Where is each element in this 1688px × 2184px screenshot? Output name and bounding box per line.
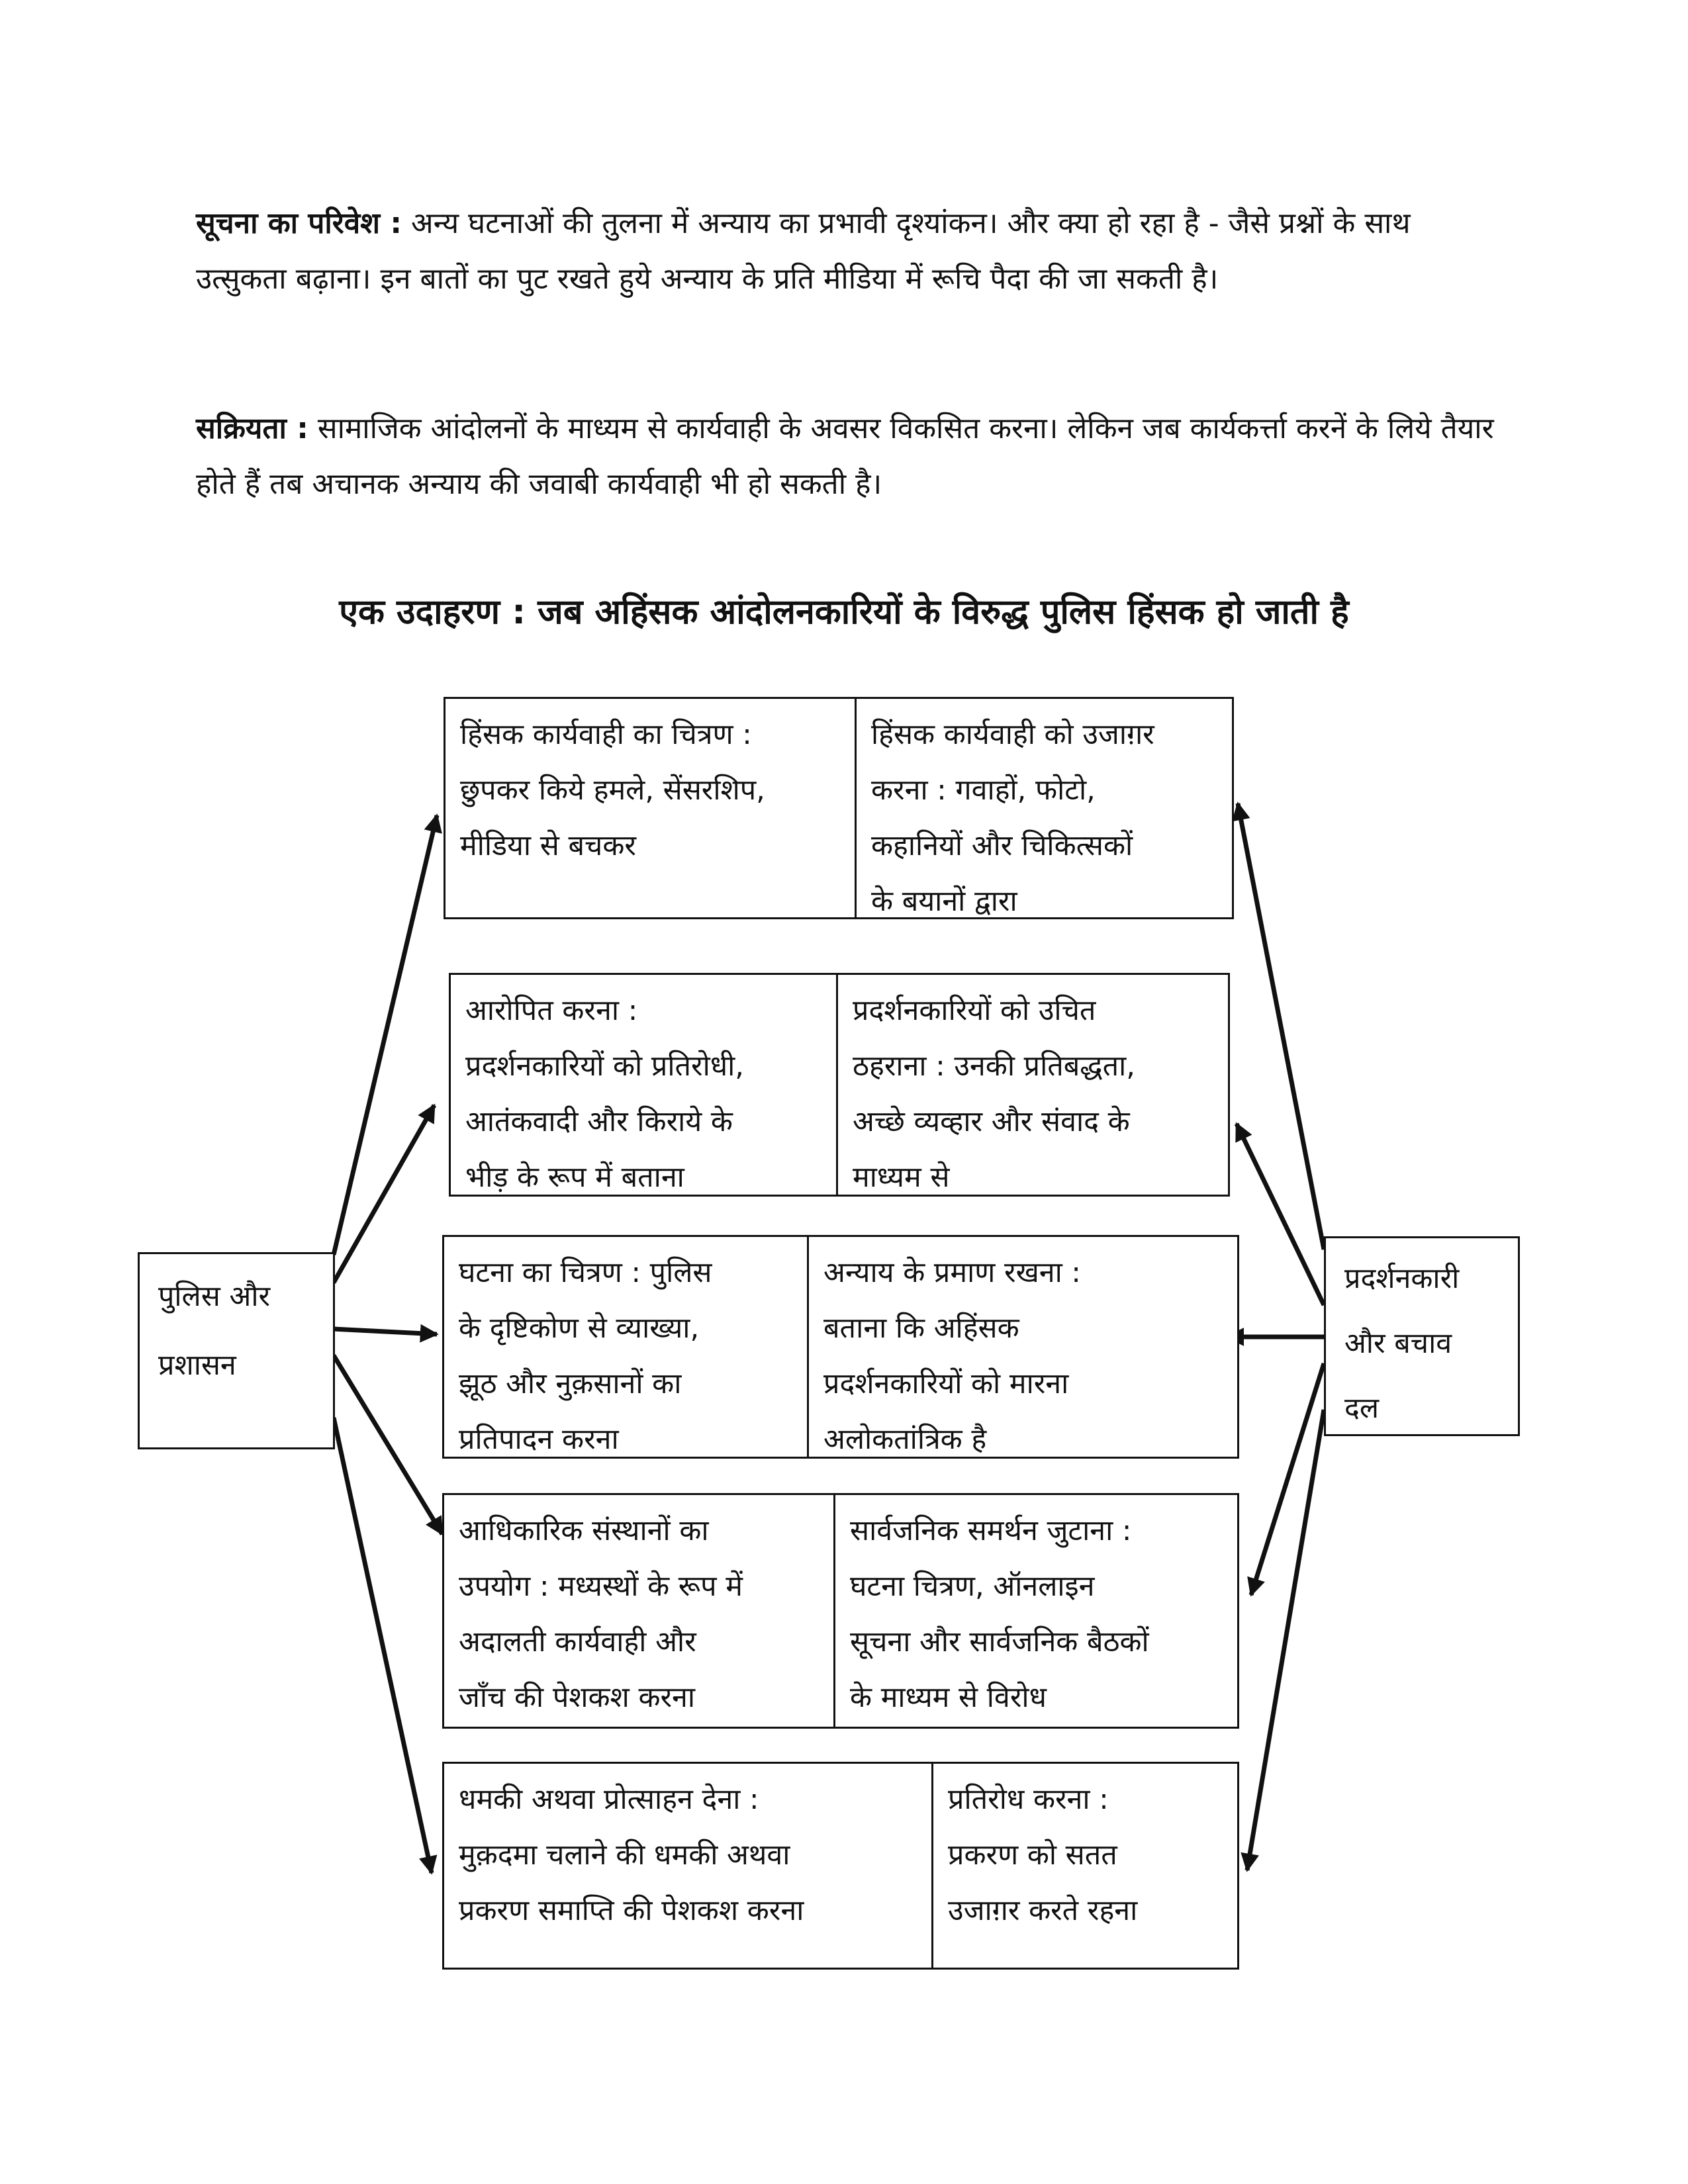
cell-line: हिंसक कार्यवाही का चित्रण : xyxy=(460,718,752,751)
tactic-row-5 xyxy=(442,1762,1239,1970)
cell-line: अच्छे व्यव्हार और संवाद के xyxy=(853,1105,1130,1138)
cell-line: आरोपित करना : xyxy=(465,994,638,1027)
cell-line: प्रतिरोध करना : xyxy=(948,1783,1109,1816)
actor-label-line: दल xyxy=(1344,1392,1379,1425)
actor-label-line: प्रशासन xyxy=(158,1349,236,1382)
cell-line: आधिकारिक संस्थानों का xyxy=(459,1514,709,1547)
protester-response-cell xyxy=(836,975,1228,1195)
cell-line: हिंसक कार्यवाही को उजाग़र xyxy=(871,718,1154,751)
cell-line: आतंकवादी और किराये के xyxy=(465,1105,733,1138)
cell-line: धमकी अथवा प्रोत्साहन देना : xyxy=(459,1783,759,1816)
actor-label-line: और बचाव xyxy=(1344,1327,1452,1360)
cell-line: प्रदर्शनकारियों को प्रतिरोधी, xyxy=(465,1050,744,1083)
cell-line: उपयोग : मध्यस्थों के रूप में xyxy=(459,1570,743,1603)
protester-response-cell xyxy=(807,1237,1237,1457)
cell-line: प्रकरण समाप्ति की पेशकश करना xyxy=(459,1894,804,1927)
arrow-right-to-row-2 xyxy=(1237,1124,1324,1305)
arrow-left-to-row-5 xyxy=(334,1418,432,1873)
protester-response-cell xyxy=(833,1495,1237,1727)
paragraph-label: सक्रियता : xyxy=(196,412,308,445)
arrow-left-to-row-2 xyxy=(334,1105,434,1283)
cell-line: के दृष्टिकोण से व्याख्या, xyxy=(459,1312,700,1345)
cell-line: सूचना और सार्वजनिक बैठकों xyxy=(850,1625,1149,1659)
police-tactic-cell xyxy=(444,1495,833,1727)
cell-line: कहानियों और चिकित्सकों xyxy=(871,829,1133,862)
cell-line: घटना का चित्रण : पुलिस xyxy=(459,1256,712,1289)
paragraph-activism xyxy=(196,401,1507,512)
cell-line: प्रतिपादन करना xyxy=(459,1423,619,1456)
protester-response-cell xyxy=(855,699,1232,917)
paragraph-text: अन्य घटनाओं की तुलना में अन्याय का प्रभावी दृश्यांकन। और क्या हो रहा है - जैसे प्रश्नों के साथ उत्सुकता बढ़ाना। इन बातों का पुट रखते हुये अन्याय के प्रति मीडिया में रूचि पैदा की जा सकती है। xyxy=(196,206,1411,296)
cell-line: घटना चित्रण, ऑनलाइन xyxy=(850,1570,1095,1603)
actor-label-line: पुलिस और xyxy=(158,1280,271,1313)
cell-line: उजाग़र करते रहना xyxy=(948,1894,1138,1927)
cell-line: के माध्यम से विरोध xyxy=(850,1681,1047,1714)
cell-line: करना : गवाहों, फोटो, xyxy=(871,774,1096,807)
cell-line: अदालती कार्यवाही और xyxy=(459,1625,696,1659)
arrow-right-to-row-5 xyxy=(1247,1410,1324,1870)
arrow-left-to-row-4 xyxy=(334,1355,442,1534)
cell-line: अन्याय के प्रमाण रखना : xyxy=(823,1256,1081,1289)
cell-line: भीड़ के रूप में बताना xyxy=(465,1161,684,1194)
cell-line: मीडिया से बचकर xyxy=(460,829,636,862)
cell-line: के बयानों द्वारा xyxy=(871,885,1017,917)
tactic-row-4 xyxy=(442,1493,1239,1729)
cell-line: झूठ और नुक़सानों का xyxy=(459,1367,682,1400)
actor-police-administration xyxy=(138,1252,335,1449)
arrow-left-to-row-3 xyxy=(334,1329,437,1334)
example-heading: एक उदाहरण : जब अहिंसक आंदोलनकारियों के विरुद्ध पुलिस हिंसक हो जाती है xyxy=(339,592,1349,632)
tactic-row-2 xyxy=(449,973,1230,1197)
arrow-right-to-row-1 xyxy=(1238,803,1324,1250)
police-tactic-cell xyxy=(451,975,836,1195)
paragraph-label: सूचना का परिवेश : xyxy=(196,206,402,240)
cell-line: सार्वजनिक समर्थन जुटाना : xyxy=(850,1514,1132,1547)
cell-line: प्रदर्शनकारियों को उचित xyxy=(853,994,1096,1027)
arrow-left-to-row-1 xyxy=(334,815,437,1255)
tactic-row-3 xyxy=(442,1235,1239,1459)
paragraph-text: सामाजिक आंदोलनों के माध्यम से कार्यवाही के अवसर विकसित करना। लेकिन जब कार्यकर्त्ता करनें के लिये तैयार होते हैं तब अचानक अन्याय की जवाबी कार्यवाही भी हो सकती है। xyxy=(196,412,1494,501)
police-tactic-cell xyxy=(445,699,855,917)
paragraph-information-environment xyxy=(196,196,1507,307)
cell-line: अलोकतांत्रिक है xyxy=(823,1423,987,1456)
cell-line: जाँच की पेशकश करना xyxy=(459,1681,696,1714)
cell-line: बताना कि अहिंसक xyxy=(823,1312,1019,1345)
cell-line: छुपकर किये हमले, सेंसरशिप, xyxy=(460,774,765,807)
police-tactic-cell xyxy=(444,1237,807,1457)
tactic-row-1 xyxy=(444,697,1234,919)
cell-line: माध्यम से xyxy=(853,1161,950,1194)
arrow-right-to-row-4 xyxy=(1251,1363,1324,1595)
cell-line: ठहराना : उनकी प्रतिबद्धता, xyxy=(853,1050,1135,1083)
protester-response-cell xyxy=(931,1764,1237,1968)
actor-protesters-defence xyxy=(1324,1236,1520,1436)
cell-line: प्रदर्शनकारियों को मारना xyxy=(823,1367,1069,1400)
police-tactic-cell xyxy=(444,1764,931,1968)
cell-line: प्रकरण को सतत xyxy=(948,1839,1117,1872)
cell-line: मुक़दमा चलाने की धमकी अथवा xyxy=(459,1839,790,1872)
actor-label-line: प्रदर्शनकारी xyxy=(1344,1262,1460,1295)
